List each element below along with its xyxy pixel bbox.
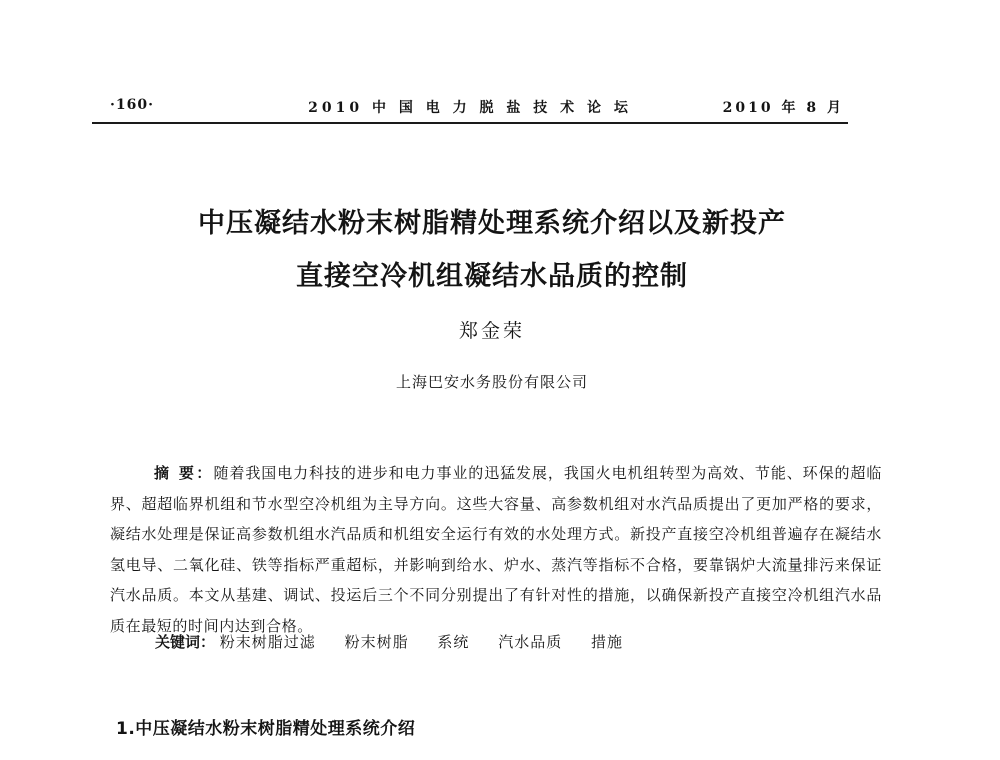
paper-title-line-2: 直接空冷机组凝结水品质的控制	[296, 261, 688, 292]
page-number: ·160·	[110, 97, 154, 113]
keywords	[155, 627, 875, 657]
keyword: 系统	[437, 633, 470, 651]
abstract-text: 随着我国电力科技的进步和电力事业的迅猛发展，我国火电机组转型为高效、节能、环保的超临界、超超临界机组和节水型空冷机组为主导方向。这些大容量、高参数机组对水汽品质提出了更加严格的要求，凝结水处理是保证高参数机组水汽品质和机组安全运行有效的水处理方式。新投产直接空冷机组普遍存在凝结水氢电导、二氧化硅、铁等指标严重超标，并影响到给水、炉水、蒸汽等指标不合格，要靠锅炉大流量排污来保证汽水品质。本文从基建、调试、投运后三个不同分别提出了有针对性的措施，以确保新投产直接空冷机组汽水品质在最短的时间内达到合格。	[110, 464, 882, 635]
header-rule	[92, 122, 848, 124]
keyword: 粉末树脂	[344, 633, 409, 651]
keywords-label: 关键词：	[155, 633, 216, 651]
abstract-label: 摘 要：	[154, 464, 214, 482]
running-header	[92, 95, 848, 119]
keyword: 粉末树脂过滤	[219, 633, 316, 651]
section-heading: 1.中压凝结水粉末树脂精处理系统介绍	[116, 719, 416, 739]
affiliation: 上海巴安水务股份有限公司	[395, 373, 588, 391]
keyword: 措施	[590, 633, 623, 651]
proceedings-title: 2010 中 国 电 力 脱 盐 技 术 论 坛	[308, 100, 632, 116]
paper-title-line-1: 中压凝结水粉末树脂精处理系统介绍以及新投产	[198, 208, 786, 239]
publication-date: 2010 年 8 月	[722, 100, 844, 116]
author: 郑金荣	[458, 320, 525, 342]
abstract	[110, 458, 882, 641]
keyword: 汽水品质	[498, 633, 563, 651]
